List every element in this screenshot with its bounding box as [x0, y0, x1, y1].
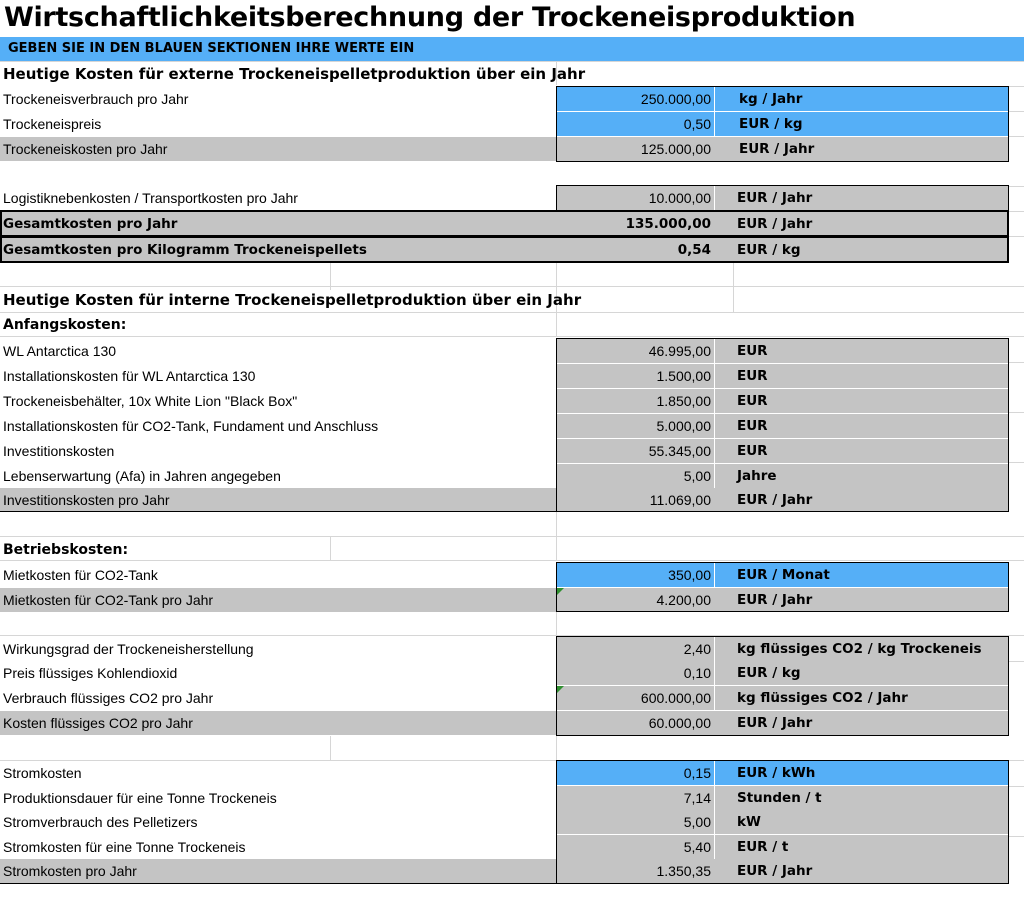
initial-row — [0, 439, 1024, 463]
external-row-logistics — [0, 186, 1024, 210]
row-label: Produktionsdauer für eine Tonne Trockeneis — [3, 790, 277, 806]
row-value[interactable]: 1.850,00 — [556, 389, 714, 413]
row-unit: EUR / Jahr — [715, 186, 1009, 210]
border-line — [0, 883, 1009, 884]
grid-line — [1009, 211, 1024, 212]
grid-line — [0, 560, 1024, 561]
row-unit: EUR — [715, 389, 1009, 413]
row-unit: EUR / Monat — [715, 563, 1009, 587]
row-value[interactable]: 1.500,00 — [556, 364, 714, 388]
row-label: Stromkosten — [3, 765, 82, 781]
power-row — [0, 786, 1024, 810]
initial-row — [0, 464, 1024, 488]
row-value[interactable]: 1.350,35 — [656, 863, 711, 879]
row-label: Kosten flüssiges CO2 pro Jahr — [3, 715, 193, 731]
initial-costs-header: Anfangskosten: — [3, 317, 127, 333]
rent-input[interactable]: 350,00 — [556, 563, 714, 587]
row-unit: EUR — [715, 339, 1009, 363]
consumption-input[interactable]: 250.000,00 — [556, 87, 714, 111]
row-unit: EUR / Jahr — [737, 592, 813, 608]
row-unit: EUR / Jahr — [737, 492, 813, 508]
row-label: Gesamtkosten pro Jahr — [3, 216, 178, 232]
grid-line — [733, 262, 734, 312]
initial-row — [0, 339, 1024, 363]
row-label: WL Antarctica 130 — [3, 343, 117, 359]
row-value[interactable]: 46.995,00 — [556, 339, 714, 363]
per-kg-value[interactable]: 0,54 — [677, 242, 711, 258]
initial-row — [0, 364, 1024, 388]
price-input[interactable]: 0,50 — [556, 112, 714, 136]
grid-line — [1009, 236, 1024, 237]
instruction-banner: GEBEN SIE IN DEN BLAUEN SEKTIONEN IHRE WERTE EIN — [0, 37, 1024, 61]
row-label: Trockeneispreis — [3, 116, 102, 132]
row-unit: EUR / Jahr — [737, 715, 813, 731]
internal-section-header: Heutige Kosten für interne Trockeneispelletproduktion über ein Jahr — [3, 291, 582, 309]
comment-marker-icon — [557, 588, 564, 595]
row-unit: EUR — [715, 414, 1009, 438]
row-label: Trockeneiskosten pro Jahr — [3, 141, 168, 157]
row-unit: EUR / t — [715, 835, 1009, 859]
external-row-price — [0, 112, 1024, 136]
row-label: Investitionskosten — [3, 443, 115, 459]
external-section-header: Heutige Kosten für externe Trockeneispelletproduktion über ein Jahr — [3, 65, 586, 83]
row-value[interactable]: 2,40 — [556, 637, 714, 661]
row-label: Stromkosten pro Jahr — [3, 863, 137, 879]
row-value[interactable]: 4.200,00 — [656, 592, 711, 608]
row-label: Mietkosten für CO2-Tank — [3, 567, 158, 583]
row-value[interactable]: 5,40 — [556, 835, 714, 859]
logistics-value[interactable]: 10.000,00 — [556, 186, 714, 210]
grid-line — [0, 536, 1024, 537]
grid-line — [556, 611, 557, 635]
row-label: Verbrauch flüssiges CO2 pro Jahr — [3, 690, 214, 706]
external-row-consumption — [0, 87, 1024, 111]
row-label: Stromverbrauch des Pelletizers — [3, 814, 198, 830]
row-value[interactable]: 5,00 — [556, 464, 714, 488]
power-row — [0, 761, 1024, 785]
row-label: Investitionskosten pro Jahr — [3, 492, 170, 508]
row-label: Preis flüssiges Kohlendioxid — [3, 665, 178, 681]
page-title: Wirtschaftlichkeitsberechnung der Trockeneisproduktion — [4, 2, 856, 33]
row-unit: kg flüssiges CO2 / kg Trockeneis — [715, 637, 1009, 661]
row-unit: EUR / kg — [715, 112, 1009, 136]
initial-row — [0, 389, 1024, 413]
row-unit: Jahre — [715, 464, 1009, 488]
row-unit: EUR / Jahr — [737, 216, 813, 232]
row-unit: Stunden / t — [715, 786, 1009, 810]
row-unit: kW — [715, 810, 1009, 834]
grid-line — [556, 736, 557, 760]
row-label: Lebenserwartung (Afa) in Jahren angegeben — [3, 468, 281, 484]
external-row-total — [0, 212, 1009, 236]
initial-row — [0, 414, 1024, 438]
co2-row — [0, 661, 1024, 685]
row-value[interactable]: 7,14 — [556, 786, 714, 810]
row-value[interactable]: 55.345,00 — [556, 439, 714, 463]
grid-line — [0, 635, 1024, 636]
initial-row-per-year — [0, 488, 1009, 512]
grid-line — [330, 736, 331, 760]
row-unit: EUR / kWh — [715, 761, 1009, 785]
co2-row — [0, 686, 1024, 710]
rent-row — [0, 563, 1024, 587]
total-value[interactable]: 135.000,00 — [625, 216, 711, 232]
row-unit: EUR / Jahr — [737, 863, 813, 879]
power-price-input[interactable]: 0,15 — [556, 761, 714, 785]
grid-line — [330, 536, 331, 560]
co2-row — [0, 637, 1024, 661]
row-label: Gesamtkosten pro Kilogramm Trockeneispellets — [3, 242, 367, 258]
power-row — [0, 810, 1024, 834]
row-value[interactable]: 0,10 — [556, 661, 714, 685]
row-unit: EUR / Jahr — [739, 141, 815, 157]
row-label: Mietkosten für CO2-Tank pro Jahr — [3, 592, 214, 608]
row-value[interactable]: 5.000,00 — [556, 414, 714, 438]
comment-marker-icon — [557, 686, 564, 693]
row-label: Trockeneisbehälter, 10x White Lion "Black Box" — [3, 393, 298, 409]
external-row-per-kg — [0, 238, 1009, 262]
row-unit: EUR / kg — [715, 661, 1009, 685]
row-label: Installationskosten für WL Antarctica 130 — [3, 368, 256, 384]
row-value[interactable]: 60.000,00 — [648, 715, 711, 731]
row-value[interactable]: 125.000,00 — [640, 141, 711, 157]
row-unit: EUR — [715, 439, 1009, 463]
grid-line — [0, 286, 1024, 287]
external-row-costs — [0, 137, 1009, 161]
row-unit: EUR — [715, 364, 1009, 388]
row-label: Wirkungsgrad der Trockeneisherstellung — [3, 641, 254, 657]
row-unit: kg / Jahr — [715, 87, 1009, 111]
row-unit: kg flüssiges CO2 / Jahr — [715, 686, 1009, 710]
row-label: Trockeneisverbrauch pro Jahr — [3, 91, 189, 107]
grid-line — [556, 510, 557, 560]
row-label: Logistiknebenkosten / Transportkosten pro Jahr — [3, 190, 298, 206]
row-label: Stromkosten für eine Tonne Trockeneis — [3, 839, 246, 855]
grid-line — [0, 336, 1024, 337]
rent-row-per-year — [0, 588, 1009, 612]
power-row-per-year — [0, 859, 1009, 883]
power-row — [0, 835, 1024, 859]
grid-line — [0, 312, 1024, 313]
grid-line — [1009, 136, 1024, 137]
row-label: Installationskosten für CO2-Tank, Fundament und Anschluss — [3, 418, 379, 434]
row-value[interactable]: 600.000,00 — [556, 686, 714, 710]
border-line — [0, 511, 1009, 512]
row-value[interactable]: 11.069,00 — [649, 492, 711, 508]
row-unit: EUR / kg — [737, 242, 801, 258]
operating-costs-header: Betriebskosten: — [3, 542, 129, 558]
co2-row-cost — [0, 711, 1009, 735]
row-value[interactable]: 5,00 — [556, 810, 714, 834]
